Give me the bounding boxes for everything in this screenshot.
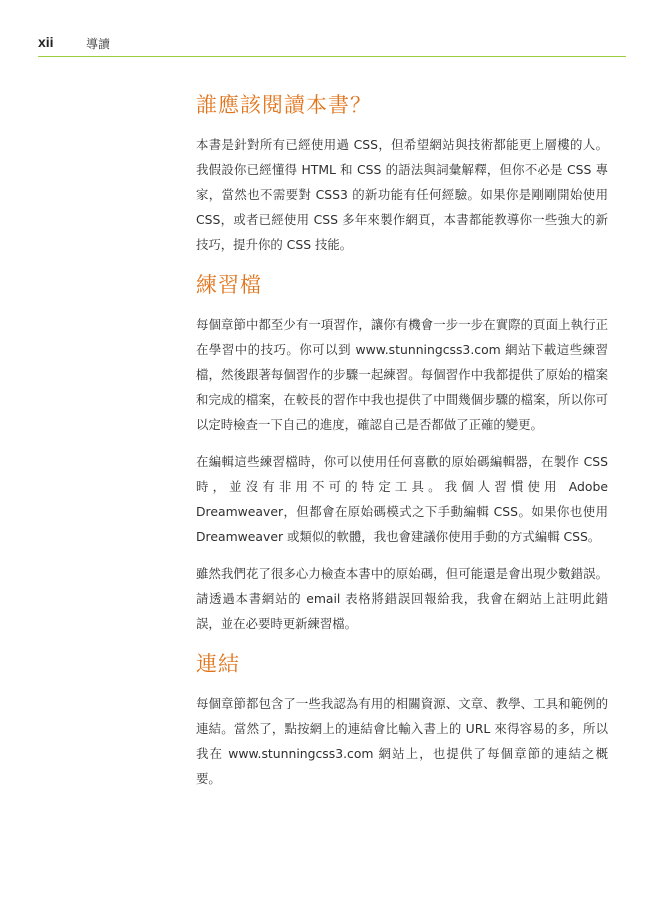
section-heading-exercise-files: 練習檔 <box>196 273 262 297</box>
page-number: xii <box>38 34 54 50</box>
paragraph: 每個章節中都至少有一項習作，讓你有機會一步一步在實際的頁面上執行正在學習中的技巧。你可以到 www.stunningcss3.com 網站下載這些練習檔，然後跟著每個習作的步驟一起練習。每個習作中我都提供了原始的檔案和完成的檔案，在較長的習作中我也提供了中間幾個步驟的檔案，所以你可以定時檢查一下自己的進度，確認自己是否都做了正確的變更。 <box>196 317 608 432</box>
paragraph: 本書是針對所有已經使用過 CSS，但希望網站與技術都能更上層樓的人。我假設你已經懂得 HTML 和 CSS 的語法與詞彙解釋，但你不必是 CSS 專家，當然也不需要對 CSS3 的新功能有任何經驗。如果你是剛剛開始使用 CSS，或者已經使用 CSS 多年來製作網頁，本書都能教導你一些強大的新技巧，提升你的 CSS 技能。 <box>196 137 608 252</box>
paragraph: 雖然我們花了很多心力檢查本書中的原始碼，但可能還是會出現少數錯誤。請透過本書網站的 email 表格將錯誤回報給我，我會在網站上註明此錯誤，並在必要時更新練習檔。 <box>196 566 608 631</box>
section-heading-who-should-read: 誰應該閱讀本書？ <box>196 93 372 117</box>
paragraph: 在編輯這些練習檔時，你可以使用任何喜歡的原始碼編輯器，在製作 CSS 時，並沒有非用不可的特定工具。我個人習慣使用 Adobe Dreamweaver，但都會在原始碼模式之下手動編輯 CSS。如果你也使用 Dreamweaver 或類似的軟體，我也會建議你使用手動的方式編輯 CSS。 <box>196 454 608 544</box>
running-head-title: 導讀 <box>86 37 111 51</box>
page-body <box>196 88 608 791</box>
paragraph: 每個章節都包含了一些我認為有用的相關資源、文章、教學、工具和範例的連結。當然了，點按網上的連結會比輸入書上的 URL 來得容易的多，所以我在 www.stunningcss3.com 網站上，也提供了每個章節的連結之概要。 <box>196 696 608 786</box>
header-rule <box>38 56 626 57</box>
section-heading-links: 連結 <box>196 652 240 676</box>
running-head <box>38 34 626 52</box>
